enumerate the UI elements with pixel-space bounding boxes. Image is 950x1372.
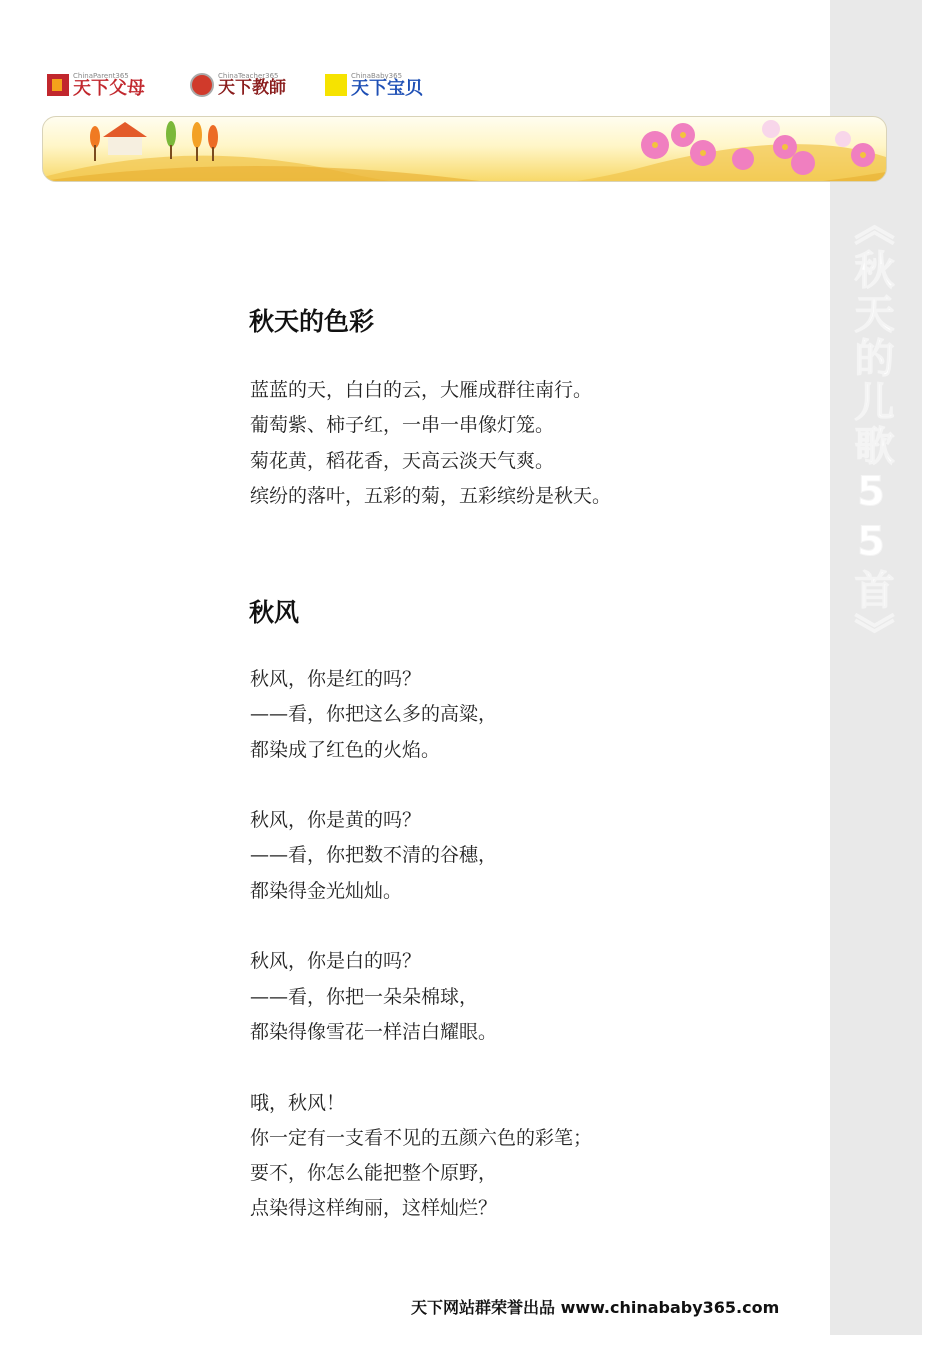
poem-line: 秋风，你是红的吗？ [250,668,422,690]
poem-line: 秋风，你是白的吗？ [250,950,422,973]
autumn-banner [42,116,887,182]
poem-line: ——看，你把数不清的谷穗， [250,844,498,867]
poem-line: 点染得这样绚丽，这样灿烂？ [250,1197,498,1220]
stanza [250,944,592,1050]
logo-chinaparent[interactable] [47,70,145,100]
poem-line: 都染得金光灿灿。 [250,879,403,902]
logo-chinateacher[interactable] [190,70,286,100]
logo-chinababy[interactable] [325,70,423,100]
poem-line: 缤纷的落叶，五彩的菊，五彩缤纷是秋天。 [250,484,612,507]
sidebar-title: 《秋天的儿歌55首》 [848,205,894,657]
stanza [250,803,592,909]
logo-main: 天下教師 [218,78,286,98]
poem-line: 菊花黄，稻花香，天高云淡天气爽。 [250,449,555,472]
poem-body [250,662,592,1262]
banner-illustration-icon [43,117,886,181]
chinababy-logo-icon [325,74,347,96]
logo-sub: ChinaTeacher365 [218,72,279,80]
logo-main: 天下宝贝 [351,77,423,99]
poem-line: 蓝蓝的天，白白的云，大雁成群往南行。 [250,379,593,401]
poem-line: 秋风，你是黄的吗？ [250,809,422,832]
poem-line: 你一定有一支看不见的五颜六色的彩笔； [250,1126,593,1149]
logo-main: 天下父母 [73,77,145,99]
poem-line: ——看，你把这么多的高粱， [250,703,498,726]
footer-credit: 天下网站群荣誉出品 www.chinababy365.com [411,1298,780,1317]
poem-line: 都染成了红色的火焰。 [250,738,441,761]
sidebar [830,0,922,1335]
section-title: 秋风 [249,598,300,627]
logo-sub: ChinaBaby365 [351,71,403,80]
poem-line: 哦，秋风！ [250,1091,346,1114]
poem-line: 要不，你怎么能把整个原野， [250,1162,498,1185]
poem-line: 葡萄紫、柿子红，一串一串像灯笼。 [250,414,555,437]
poem-body [250,373,611,549]
logo-sub: ChinaParent365 [73,71,129,80]
chinaparent-logo-icon [47,74,69,96]
chinateacher-logo-icon [190,73,214,97]
section-title: 秋天的色彩 [249,307,375,336]
stanza [250,662,592,768]
poem-line: ——看，你把一朵朵棉球， [250,985,479,1008]
poem-line: 都染得像雪花一样洁白耀眼。 [250,1020,498,1043]
stanza [250,1086,592,1227]
stanza [250,373,611,514]
